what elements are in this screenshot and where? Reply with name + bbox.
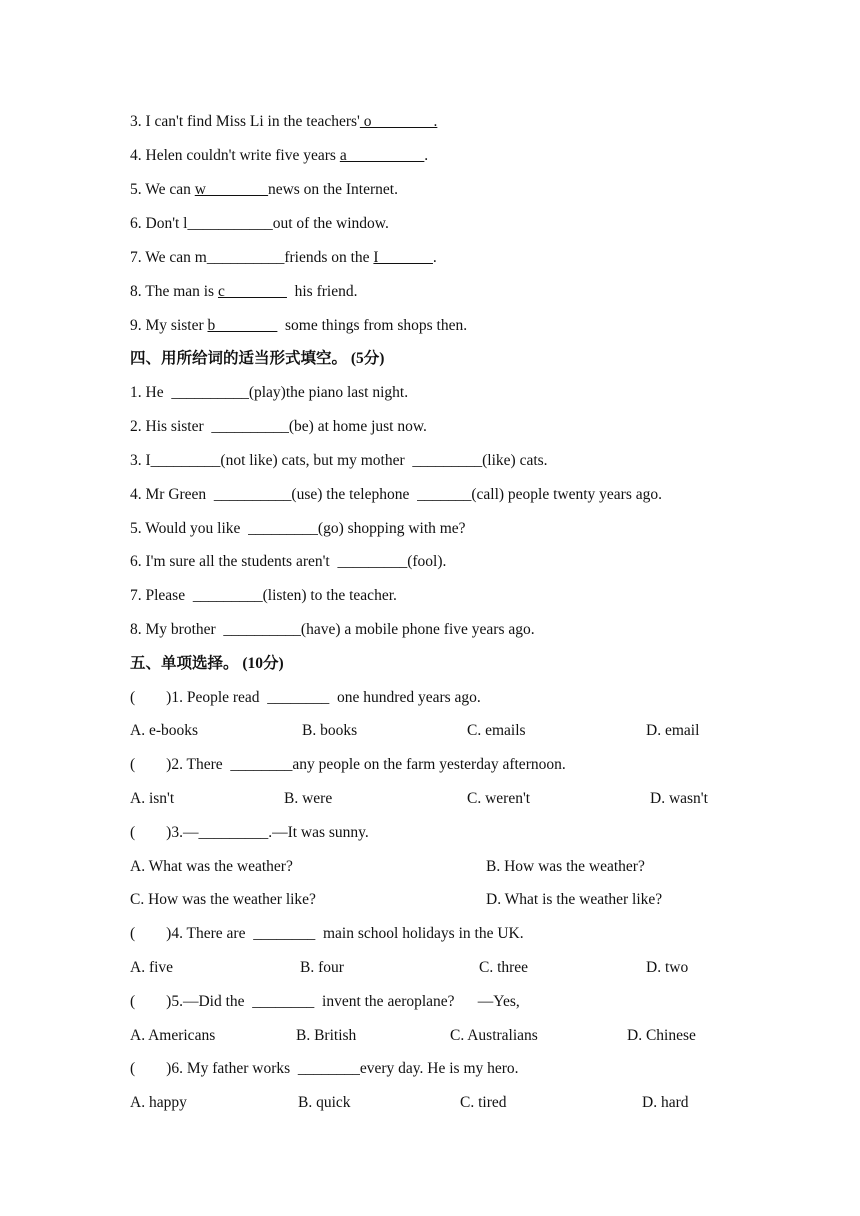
- question-stem: ( )1. People read ________ one hundred years ago.: [130, 689, 481, 706]
- question-stem: ( )5.—Did the ________ invent the aeroplane? —Yes,: [130, 993, 520, 1010]
- option-d: D. What is the weather like?: [486, 891, 663, 908]
- option-c: C. tired: [460, 1094, 507, 1111]
- option-d: D. hard: [642, 1094, 689, 1111]
- option-c: C. How was the weather like?: [130, 891, 316, 908]
- option-b: B. four: [300, 959, 344, 976]
- option-a: A. e-books: [130, 722, 199, 739]
- option-a: A. happy: [130, 1094, 187, 1111]
- option-c: C. weren't: [467, 790, 531, 807]
- option-d: D. email: [646, 722, 700, 739]
- s3-item-9: 9. My sister b________ some things from shops then.: [130, 317, 468, 334]
- s4-item: 1. He __________(play)the piano last night.: [130, 384, 409, 401]
- option-c: C. Australians: [450, 1027, 538, 1044]
- s4-item: 2. His sister __________(be) at home just now.: [130, 418, 427, 435]
- option-a: A. isn't: [130, 790, 175, 807]
- option-d: D. two: [646, 959, 689, 976]
- s4-item: 6. I'm sure all the students aren't _________(fool).: [130, 553, 447, 570]
- s3-item-6: 6. Don't l___________out of the window.: [130, 215, 389, 232]
- s3-item-5: 5. We can w________news on the Internet.: [130, 181, 398, 198]
- option-c: C. emails: [467, 722, 526, 739]
- question-stem: ( )6. My father works ________every day. He is my hero.: [130, 1060, 519, 1077]
- option-b: B. quick: [298, 1094, 351, 1111]
- s4-item: 3. I_________(not like) cats, but my mother _________(like) cats.: [130, 452, 548, 469]
- s4-item: 7. Please _________(listen) to the teacher.: [130, 587, 397, 604]
- s4-item: 4. Mr Green __________(use) the telephone _______(call) people twenty years ago.: [130, 486, 663, 503]
- option-b: B. British: [296, 1027, 357, 1044]
- section5-heading: 五、单项选择。 (10分): [130, 655, 284, 672]
- option-b: B. How was the weather?: [486, 858, 645, 875]
- option-a: A. What was the weather?: [130, 858, 293, 875]
- option-d: D. Chinese: [627, 1027, 696, 1044]
- option-a: A. five: [130, 959, 174, 976]
- option-b: B. were: [284, 790, 333, 807]
- s4-item: 8. My brother __________(have) a mobile phone five years ago.: [130, 621, 535, 638]
- s4-item: 5. Would you like _________(go) shopping with me?: [130, 520, 466, 537]
- option-c: C. three: [479, 959, 529, 976]
- question-stem: ( )3.—_________.—It was sunny.: [130, 824, 369, 841]
- option-a: A. Americans: [130, 1027, 216, 1044]
- s3-item-8: 8. The man is c________ his friend.: [130, 283, 358, 300]
- option-b: B. books: [302, 722, 358, 739]
- s3-item-7: 7. We can m__________friends on the I_______.: [130, 249, 437, 266]
- question-stem: ( )4. There are ________ main school holidays in the UK.: [130, 925, 524, 942]
- s3-item-4: 4. Helen couldn't write five years a__________.: [130, 147, 429, 164]
- section4-heading: 四、用所给词的适当形式填空。 (5分): [130, 350, 385, 367]
- s3-item-3: 3. I can't find Miss Li in the teachers' o________.: [130, 113, 438, 130]
- option-d: D. wasn't: [650, 790, 708, 807]
- question-stem: ( )2. There ________any people on the farm yesterday afternoon.: [130, 756, 566, 773]
